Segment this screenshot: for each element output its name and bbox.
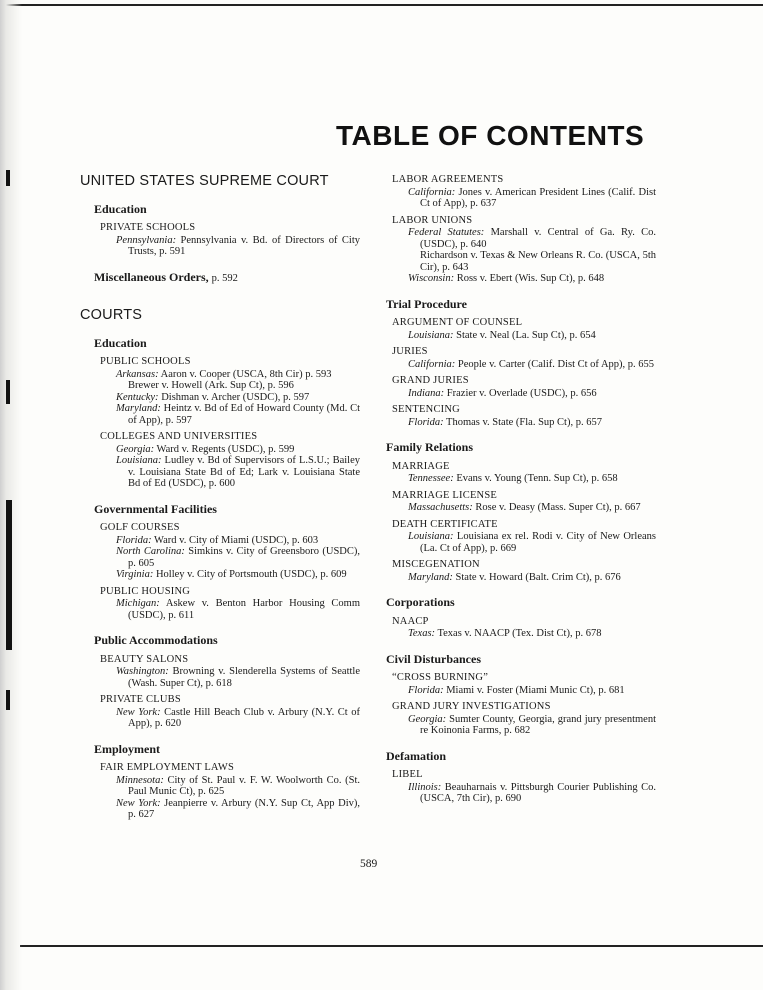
case-entry [102, 569, 360, 581]
jurisdiction: Kentucky: [116, 391, 159, 403]
topic-heading: GRAND JURIES [392, 375, 469, 386]
topic-block [392, 174, 656, 210]
case-entry [102, 666, 360, 689]
topic-heading: DEATH CERTIFICATE [392, 518, 498, 530]
toc-section [386, 651, 657, 737]
jurisdiction: North Carolina: [116, 546, 185, 557]
topic-block [392, 616, 656, 640]
case-citation: Louisiana ex rel. Rodi v. City of New Orleans (La. Ct of App), p. 669 [420, 531, 657, 554]
case-citation: Castle Hill Beach Club v. Arbury (N.Y. Ct of App), p. 620 [128, 706, 360, 729]
bottom-rule [20, 945, 763, 947]
courts-heading: COURTS [80, 307, 143, 323]
case-citation: Marshall v. Central of Ga. Ry. Co. (USDC), p. 640 [420, 227, 657, 250]
jurisdiction: Pennsylvania: [116, 234, 177, 246]
courts-sections [80, 335, 361, 821]
topic-block [392, 672, 656, 696]
toc-section [80, 335, 361, 490]
case-entry [102, 235, 360, 258]
case-entry [394, 417, 656, 429]
case-entry [394, 227, 656, 250]
case-citation: Frazier v. Overlade (USDC), p. 656 [446, 387, 597, 399]
topic-heading: PUBLIC SCHOOLS [100, 356, 191, 367]
toc-section [80, 635, 360, 730]
case-citation: Simkins v. City of Greensboro (USDC), p. 605 [128, 546, 360, 569]
jurisdiction: Massachusetts: [408, 502, 473, 513]
topic-block [392, 215, 656, 285]
jurisdiction: Texas: [408, 628, 436, 639]
jurisdiction: Minnesota: [116, 774, 164, 786]
jurisdiction: Louisiana: [408, 531, 454, 542]
case-entry [102, 546, 360, 569]
topic-heading: MARRIAGE LICENSE [392, 489, 497, 501]
case-citation: Brewer v. Howell (Ark. Sup Ct), p. 596 [128, 380, 294, 391]
section-heading: Civil Disturbances [386, 651, 482, 666]
section-heading: Public Accommodations [94, 633, 218, 647]
case-entry [102, 798, 360, 821]
jurisdiction: Georgia: [408, 713, 447, 725]
case-entry [394, 273, 656, 285]
section-heading: Defamation [386, 748, 446, 763]
case-citation: City of St. Paul v. F. W. Woolworth Co. (St. Paul Munic Ct), p. 625 [128, 774, 360, 797]
case-citation: Evans v. Young (Tenn. Sup Ct), p. 658 [456, 473, 618, 484]
edge-mark [6, 500, 12, 650]
topic-block [100, 694, 360, 730]
toc-section [386, 174, 656, 285]
jurisdiction: Louisiana: [408, 329, 454, 341]
topic-block [392, 519, 656, 555]
edge-mark [6, 690, 10, 710]
topic-heading: PRIVATE SCHOOLS [100, 222, 196, 233]
topic-block [392, 346, 656, 370]
supreme-court-sections [80, 201, 361, 258]
case-entry [394, 714, 656, 737]
case-entry [102, 380, 360, 392]
topic-heading: PRIVATE CLUBS [100, 694, 181, 705]
topic-block [100, 431, 360, 490]
case-entry [102, 444, 360, 456]
top-rule [0, 4, 763, 6]
jurisdiction: Louisiana: [116, 455, 162, 466]
jurisdiction: California: [408, 186, 456, 198]
section-heading: Employment [94, 741, 160, 756]
jurisdiction: California: [408, 358, 456, 370]
toc-section [386, 442, 656, 583]
case-entry [394, 572, 656, 584]
case-entry [394, 359, 656, 371]
topic-heading: PUBLIC HOUSING [100, 585, 191, 597]
right-column [386, 174, 656, 819]
case-entry [394, 250, 656, 273]
topic-heading: MARRIAGE [392, 460, 450, 472]
case-citation: Ward v. Regents (USDC), p. 599 [156, 443, 295, 455]
topic-block [392, 769, 656, 805]
topic-heading: JURIES [392, 346, 428, 357]
left-column [80, 173, 361, 835]
jurisdiction: Wisconsin: [408, 273, 455, 284]
case-citation: Thomas v. State (Fla. Sup Ct), p. 657 [446, 416, 602, 428]
case-citation: Sumter County, Georgia, grand jury presentment re Koinonia Farms, p. 682 [420, 713, 657, 736]
case-entry [394, 388, 656, 400]
case-entry [394, 628, 656, 640]
section-heading: Family Relations [386, 440, 473, 454]
topic-block [392, 490, 656, 514]
toc-section [80, 201, 361, 258]
case-citation: Jones v. American President Lines (Calif. Dist Ct of App), p. 637 [420, 186, 657, 209]
topic-heading: COLLEGES AND UNIVERSITIES [100, 431, 258, 442]
jurisdiction: Maryland: [408, 571, 453, 583]
topic-block [100, 762, 360, 821]
case-entry [102, 707, 360, 730]
case-entry [394, 187, 656, 210]
jurisdiction: Florida: [116, 534, 152, 546]
page-number: 589 [360, 858, 378, 870]
case-entry [102, 455, 360, 490]
case-citation: Pennsylvania v. Bd. of Directors of City Trusts, p. 591 [128, 234, 361, 257]
jurisdiction: New York: [116, 797, 161, 809]
case-entry [102, 535, 360, 547]
case-entry [394, 502, 656, 514]
case-citation: Texas v. NAACP (Tex. Dist Ct), p. 678 [437, 628, 602, 639]
case-citation: Richardson v. Texas & New Orleans R. Co. (USCA, 5th Cir), p. 643 [420, 250, 656, 273]
topic-heading: SENTENCING [392, 404, 460, 415]
binding-edge [0, 0, 22, 990]
case-entry [102, 598, 360, 621]
topic-block [392, 375, 656, 399]
topic-heading: LABOR UNIONS [392, 214, 473, 226]
jurisdiction: Washington: [116, 666, 169, 677]
edge-mark [6, 170, 10, 186]
jurisdiction: Arkansas: [116, 368, 159, 380]
section-heading: Corporations [386, 595, 455, 609]
topic-block [392, 701, 656, 737]
case-entry [394, 531, 656, 554]
topic-heading: GRAND JURY INVESTIGATIONS [392, 701, 551, 712]
case-citation: Aaron v. Cooper (USCA, 8th Cir) p. 593 [160, 368, 332, 380]
case-entry [394, 782, 656, 805]
case-citation: Dishman v. Archer (USDC), p. 597 [161, 391, 310, 403]
case-entry [102, 775, 360, 798]
topic-block [392, 559, 656, 583]
section-heading: Trial Procedure [386, 296, 467, 311]
case-citation: Ludley v. Bd of Supervisors of L.S.U.; Bailey v. Louisiana State Bd of Ed; Lark v. Louisiana State Bd of Ed (USDC), p. 600 [128, 455, 360, 489]
misc-orders [94, 269, 360, 285]
page-title: TABLE OF CONTENTS [336, 120, 645, 151]
case-entry [102, 392, 360, 404]
topic-block [100, 356, 360, 426]
toc-section [386, 597, 656, 640]
topic-heading: LIBEL [392, 769, 423, 780]
case-citation: State v. Neal (La. Sup Ct), p. 654 [456, 329, 596, 341]
supreme-court-heading: UNITED STATES SUPREME COURT [80, 173, 329, 189]
case-citation: Beauharnais v. Pittsburgh Courier Publishing Co. (USCA, 7th Cir), p. 690 [420, 781, 657, 804]
case-citation: State v. Howard (Balt. Crim Ct), p. 676 [455, 571, 621, 583]
topic-heading: “CROSS BURNING” [392, 672, 489, 683]
jurisdiction: Federal Statutes: [408, 227, 485, 238]
topic-block [100, 522, 360, 581]
misc-orders-page: p. 592 [211, 272, 238, 284]
case-citation: Jeanpierre v. Arbury (N.Y. Sup Ct, App Div), p. 627 [128, 797, 360, 820]
topic-heading: LABOR AGREEMENTS [392, 174, 504, 185]
case-citation: People v. Carter (Calif. Dist Ct of App), p. 655 [457, 358, 655, 370]
topic-heading: BEAUTY SALONS [100, 653, 189, 665]
topic-block [392, 317, 656, 341]
section-heading: Education [94, 335, 147, 350]
jurisdiction: Georgia: [116, 443, 155, 455]
toc-section [386, 296, 656, 429]
case-entry [394, 685, 656, 697]
case-citation: Askew v. Benton Harbor Housing Comm (USDC), p. 611 [128, 598, 360, 621]
case-citation: Miami v. Foster (Miami Munic Ct), p. 681 [446, 684, 625, 696]
case-entry [394, 473, 656, 485]
topic-block [392, 461, 656, 485]
jurisdiction: New York: [116, 706, 161, 718]
topic-heading: ARGUMENT OF COUNSEL [392, 317, 523, 328]
toc-section [80, 501, 360, 622]
case-entry [102, 369, 360, 381]
topic-block [392, 404, 656, 428]
case-citation: Browning v. Slenderella Systems of Seattle (Wash. Super Ct), p. 618 [128, 666, 361, 689]
misc-orders-label: Miscellaneous Orders, [94, 269, 209, 284]
jurisdiction: Tennessee: [408, 473, 454, 484]
jurisdiction: Virginia: [116, 569, 154, 580]
topic-heading: MISCEGENATION [392, 559, 480, 570]
case-entry [102, 403, 360, 426]
case-citation: Heintz v. Bd of Ed of Howard County (Md. Ct of App), p. 597 [128, 403, 361, 426]
topic-block [100, 654, 360, 690]
section-heading: Governmental Facilities [94, 501, 217, 516]
topic-heading: GOLF COURSES [100, 522, 180, 533]
section-heading: Education [94, 201, 147, 216]
jurisdiction: Michigan: [116, 598, 160, 609]
case-citation: Rose v. Deasy (Mass. Super Ct), p. 667 [475, 502, 641, 513]
right-sections [386, 174, 656, 805]
toc-section [80, 741, 360, 821]
case-entry [394, 330, 656, 342]
jurisdiction: Florida: [408, 416, 444, 428]
jurisdiction: Florida: [408, 684, 444, 696]
topic-heading: FAIR EMPLOYMENT LAWS [100, 762, 235, 773]
jurisdiction: Indiana: [408, 387, 445, 399]
jurisdiction: Illinois: [408, 781, 442, 793]
topic-heading: NAACP [392, 615, 429, 627]
case-citation: Holley v. City of Portsmouth (USDC), p. 609 [155, 569, 347, 580]
edge-mark [6, 380, 10, 404]
toc-section [386, 748, 657, 805]
jurisdiction: Maryland: [116, 403, 161, 414]
case-citation: Ross v. Ebert (Wis. Sup Ct), p. 648 [456, 273, 605, 284]
topic-block [100, 222, 360, 258]
case-citation: Ward v. City of Miami (USDC), p. 603 [154, 534, 319, 546]
topic-block [100, 586, 360, 622]
